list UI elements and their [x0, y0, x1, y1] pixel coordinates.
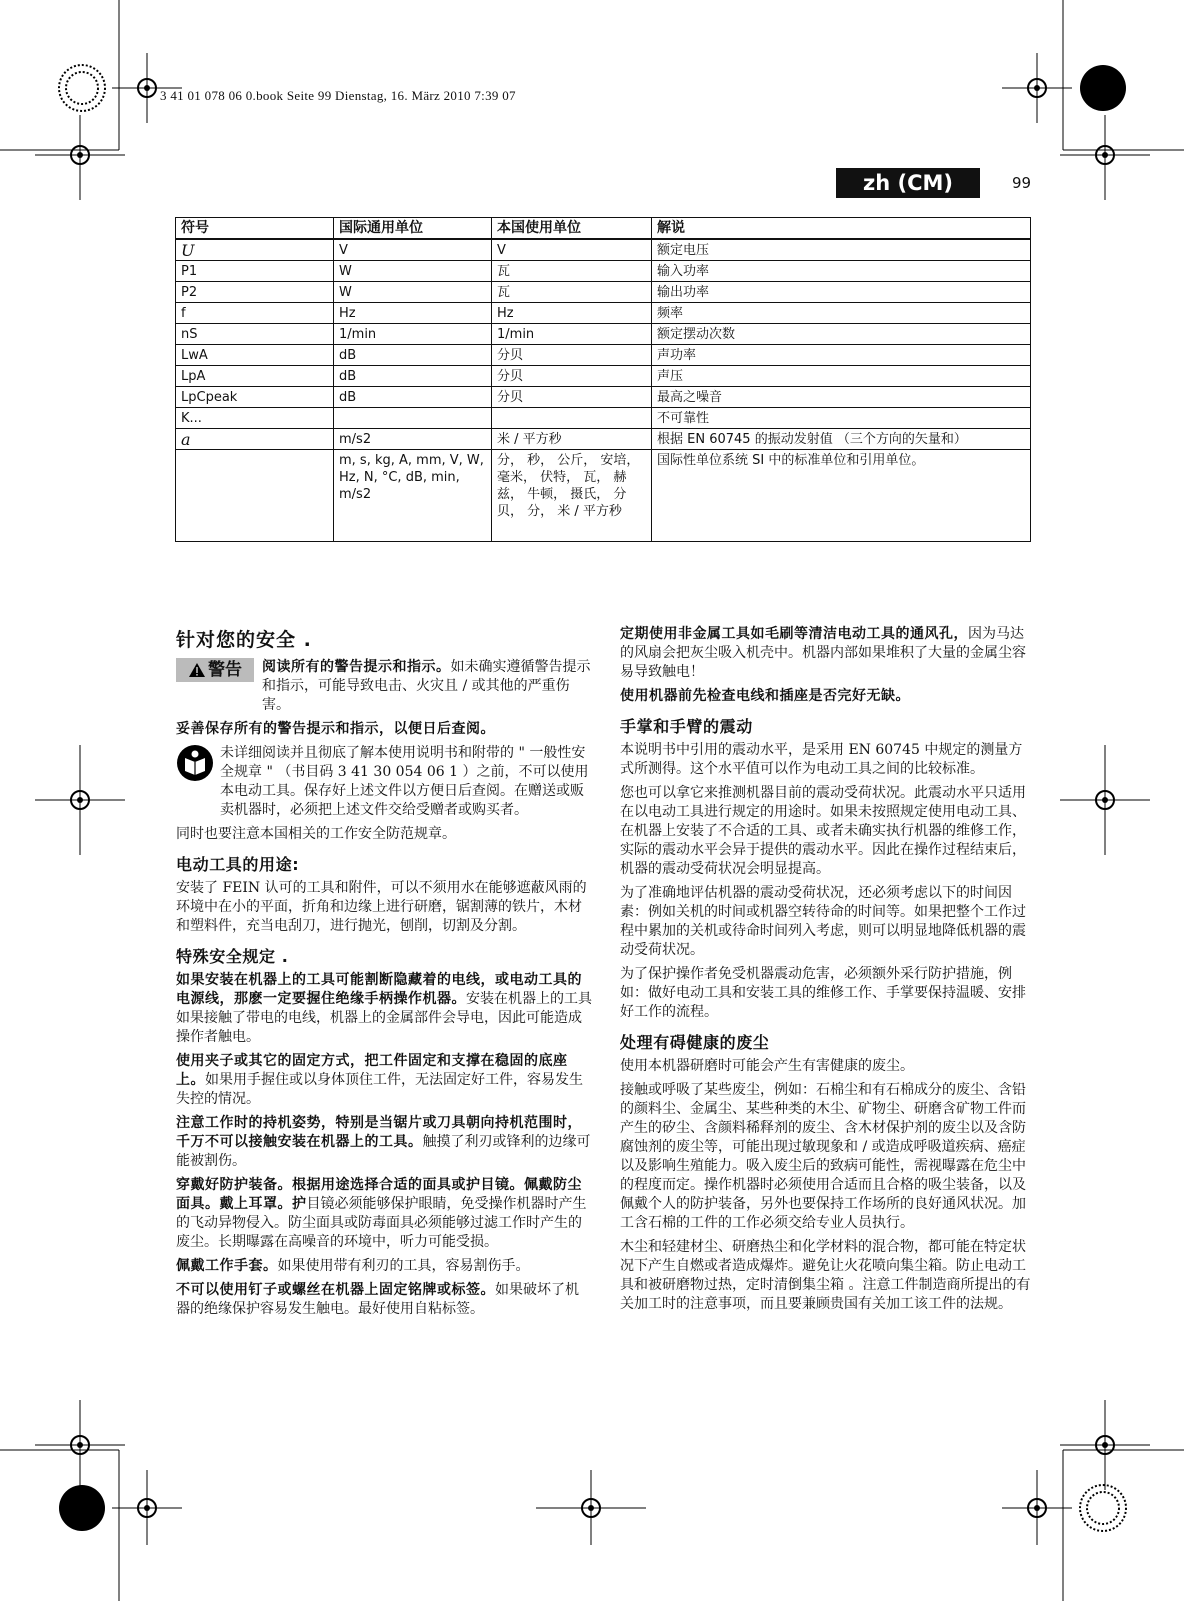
right-column	[620, 625, 1032, 1319]
table-cell: 分， 秒， 公斤， 安培， 毫米， 伏特， 瓦， 赫兹， 牛顿， 摄氏， 分贝， 分， 米 / 平方秒	[492, 450, 652, 542]
read-manual-text: 未详细阅读并且彻底了解本使用说明书和附带的 " 一般性安全规章 " （书目码 3 41 30 054 06 1 ）之前，不可以使用本电动工具。保存好上述文件以方便日后查阅。在赠送或贩卖机器时，必须把上述文件交给受赠者或购买者。	[220, 745, 589, 818]
table-cell: W	[334, 282, 492, 303]
table-cell: 频率	[652, 303, 1031, 324]
units-table	[175, 217, 1031, 542]
check-cable-bold: 使用机器前先检查电线和插座是否完好无缺。	[620, 688, 910, 704]
vibration-title: 手掌和手臂的震动	[620, 717, 753, 736]
table-row	[176, 261, 1031, 282]
safety-title: 针对您的安全 .	[176, 629, 312, 651]
rule-5-bold: 佩戴工作手套。	[176, 1258, 278, 1274]
rule-1-text: 安装在机器上的工具如果接触了带电的电线，机器上的金属部件会导电，因此可能造成操作者触电。	[176, 991, 592, 1045]
table-cell: LwA	[176, 345, 334, 366]
warning-label: 警告	[208, 660, 242, 680]
intended-use-title: 电动工具的用途:	[176, 855, 300, 874]
left-column	[176, 625, 592, 1324]
table-cell: a	[176, 429, 334, 450]
table-cell: m/s2	[334, 429, 492, 450]
table-cell: P2	[176, 282, 334, 303]
table-row	[176, 429, 1031, 450]
dust-p3: 木尘和轻建材尘、研磨热尘和化学材料的混合物，都可能在特定状况下产生自燃或者造成爆炸。避免让火花喷向集尘箱。防止电动工具和被研磨物过热，定时清倒集尘箱 。注意工件制造商所提出的有关加工时的注意事项，而且要兼顾贵国有关加工该工件的法规。	[620, 1239, 1031, 1312]
table-cell: m, s, kg, A, mm, V, W, Hz, N, °C, dB, min, m/s2	[334, 450, 492, 542]
table-cell: 根据 EN 60745 的振动发射值 （三个方向的矢量和）	[652, 429, 1031, 450]
rule-1-bold: 如果安装在机器上的工具可能割断隐藏着的电线，或电动工具的电源线，那麽一定要握住绝缘手柄操作机器。	[176, 972, 582, 1007]
table-row	[176, 387, 1031, 408]
warning-bold: 阅读所有的警告提示和指示。	[262, 659, 451, 675]
table-cell: 额定电压	[652, 239, 1031, 261]
rule-4-bold: 穿戴好防护装备。根据用途选择合适的面具或护目镜。佩戴防尘面具。戴上耳罩。护	[176, 1177, 582, 1212]
table-cell: Hz	[492, 303, 652, 324]
warning-triangle-icon	[188, 662, 206, 678]
table-cell: 分贝	[492, 387, 652, 408]
table-row	[176, 408, 1031, 429]
table-row	[176, 303, 1031, 324]
vibration-p2: 您也可以拿它来推测机器目前的震动受荷状况。此震动水平只适用在以电动工具进行规定的用途时。如果未按照规定使用电动工具、在机器上安装了不合适的工具、或者未确实执行机器的维修工作，实际的震动水平会异于提供的震动水平。因此在操作过程结束后，机器的震动受荷状况会明显提高。	[620, 785, 1026, 877]
header-explanation: 解说	[652, 218, 1031, 240]
rule-5-text: 如果使用带有利刃的工具，容易割伤手。	[277, 1258, 530, 1274]
table-cell	[334, 408, 492, 429]
table-row	[176, 366, 1031, 387]
table-cell: K...	[176, 408, 334, 429]
table-cell: 最高之噪音	[652, 387, 1031, 408]
table-cell: U	[176, 239, 334, 261]
read-manual-icon	[176, 744, 214, 782]
warning-badge	[176, 658, 254, 682]
table-cell: 国际性单位系统 SI 中的标准单位和引用单位。	[652, 450, 1031, 542]
table-cell: 声功率	[652, 345, 1031, 366]
table-cell: Hz	[334, 303, 492, 324]
table-cell: 米 / 平方秒	[492, 429, 652, 450]
warning-block	[176, 658, 592, 720]
table-cell: dB	[334, 345, 492, 366]
rule-4-text: 目镜必须能够保护眼睛，免受操作机器时产生的飞动异物侵入。防尘面具或防毒面具必须能够过滤工作时产生的废尘。长期曝露在高噪音的环境中，听力可能受损。	[176, 1196, 587, 1250]
table-cell: nS	[176, 324, 334, 345]
rule-6-text: 如果破坏了机器的绝缘保护容易发生触电。最好使用自粘标签。	[176, 1282, 579, 1317]
regulations-text: 同时也要注意本国相关的工作安全防范规章。	[176, 826, 456, 842]
header-local-unit: 本国使用单位	[492, 218, 652, 240]
table-cell: LpA	[176, 366, 334, 387]
table-cell: 分贝	[492, 366, 652, 387]
table-cell: 分贝	[492, 345, 652, 366]
language-badge: zh (CM)	[836, 168, 980, 198]
warning-text: 如未确实遵循警告提示和指示，可能导致电击、火灾且 / 或其他的严重伤害。	[262, 659, 591, 713]
table-cell: 1/min	[334, 324, 492, 345]
cleaning-text: 因为马达的风扇会把灰尘吸入机壳中。机器内部如果堆积了大量的金属尘容易导致触电！	[620, 626, 1026, 680]
table-cell: LpCpeak	[176, 387, 334, 408]
file-info-line: 3 41 01 078 06 0.book Seite 99 Dienstag, 16. März 2010 7:39 07	[160, 88, 516, 103]
dust-title: 处理有碍健康的废尘	[620, 1033, 770, 1052]
table-cell: 不可靠性	[652, 408, 1031, 429]
table-header-row	[176, 218, 1031, 240]
header-symbol: 符号	[176, 218, 334, 240]
table-cell: V	[334, 239, 492, 261]
table-cell: 瓦	[492, 282, 652, 303]
table-cell: dB	[334, 387, 492, 408]
rule-3-text: 触摸了利刃或锋利的边缘可能被割伤。	[176, 1134, 591, 1169]
special-rules-title: 特殊安全规定 .	[176, 947, 289, 966]
dust-p2: 接触或呼吸了某些废尘，例如：石棉尘和有石棉成分的废尘、含铅的颜料尘、金属尘、某些种类的木尘、矿物尘、研磨含矿物工件而产生的矽尘、含颜料稀释剂的废尘、含木材保护剂的废尘以及含防腐蚀剂的废尘等，可能出现过敏现象和 / 或造成呼吸道疾病、癌症 以及影响生殖能力。吸入废尘后的致病可能性，需视曝露在危尘中的程度而定。操作机器时必须使用合适而且合格的吸尘装备，以及佩戴个人的防护装备，另外也要保持工作场所的良好通风状况。加工含石棉的工件的工作必须交给专业人员执行。	[620, 1082, 1026, 1231]
rule-2-bold: 使用夹子或其它的固定方式，把工件固定和支撑在稳固的底座上。	[176, 1053, 568, 1088]
table-cell: V	[492, 239, 652, 261]
table-cell: 输出功率	[652, 282, 1031, 303]
header-intl-unit: 国际通用单位	[334, 218, 492, 240]
table-cell: 1/min	[492, 324, 652, 345]
cleaning-bold: 定期使用非金属工具如毛刷等清洁电动工具的通风孔，	[620, 626, 968, 642]
table-cell: 瓦	[492, 261, 652, 282]
keep-instructions: 妥善保存所有的警告提示和指示，以便日后查阅。	[176, 721, 495, 737]
vibration-p1: 本说明书中引用的震动水平，是采用 EN 60745 中规定的测量方式所测得。这个水平值可以作为电动工具之间的比较标准。	[620, 742, 1023, 777]
table-cell	[492, 408, 652, 429]
table-cell: P1	[176, 261, 334, 282]
table-cell: 额定摆动次数	[652, 324, 1031, 345]
vibration-p4: 为了保护操作者免受机器震动危害，必须额外采行防护措施，例如：做好电动工具和安装工具的维修工作、手掌要保持温暖、安排好工作的流程。	[620, 966, 1026, 1020]
table-row	[176, 282, 1031, 303]
table-cell: 输入功率	[652, 261, 1031, 282]
table-cell: 声压	[652, 366, 1031, 387]
table-row	[176, 324, 1031, 345]
table-row	[176, 345, 1031, 366]
intended-use-text: 安装了 FEIN 认可的工具和附件，可以不须用水在能够遮蔽风雨的环境中在小的平面，折角和边缘上进行研磨，锯割薄的铁片，木材和塑料件，充当电刮刀，进行抛光，刨削，切割及分割。	[176, 880, 587, 934]
table-cell	[176, 450, 334, 542]
read-manual-block	[176, 744, 592, 825]
rule-3-bold: 注意工作时的持机姿势，特别是当锯片或刀具朝向持机范围时，千万不可以接触安装在机器上的工具。	[176, 1115, 582, 1150]
table-cell: dB	[334, 366, 492, 387]
rule-6-bold: 不可以使用钉子或螺丝在机器上固定铭牌或标签。	[176, 1282, 495, 1298]
table-row	[176, 450, 1031, 542]
vibration-p3: 为了准确地评估机器的震动受荷状况，还必须考虑以下的时间因素：例如关机的时间或机器空转待命的时间等。如果把整个工作过程中累加的关机或待命时间列入考虑，则可以明显地降低机器的震动受荷状况。	[620, 885, 1026, 958]
table-cell: f	[176, 303, 334, 324]
table-row	[176, 239, 1031, 261]
rule-2-text: 如果用手握住或以身体顶住工件，无法固定好工件，容易发生失控的情况。	[176, 1072, 583, 1107]
dust-p1: 使用本机器研磨时可能会产生有害健康的废尘。	[620, 1058, 914, 1074]
page-number: 99	[1012, 174, 1032, 192]
table-cell: W	[334, 261, 492, 282]
